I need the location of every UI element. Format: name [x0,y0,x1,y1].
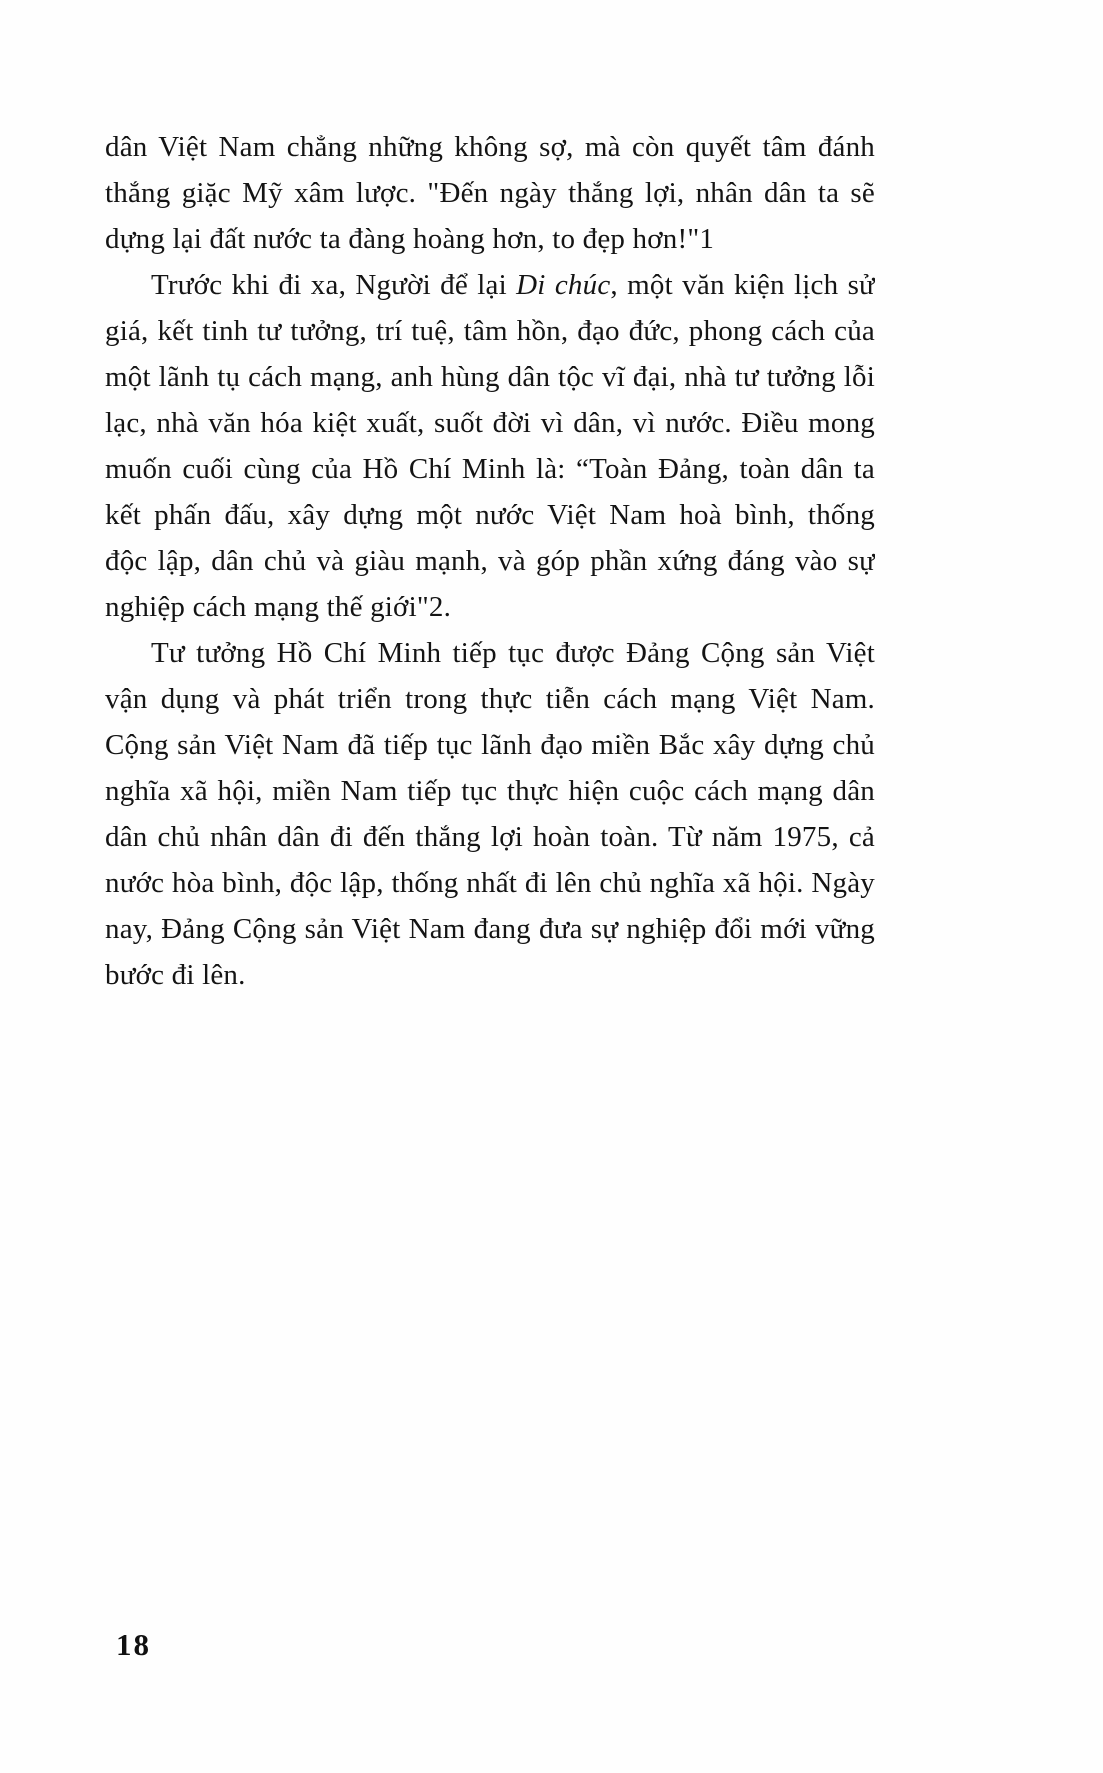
text-segment: độc lập, dân chủ và giàu mạnh, và góp phần xứng đáng vào sự [105,545,875,577]
text-segment: lạc, nhà văn hóa kiệt xuất, suốt đời vì dân, vì nước. Điều mong [105,407,875,439]
text-segment: vận dụng và phát triển trong thực tiễn cách mạng Việt Nam. [105,683,875,715]
text-line [105,170,875,216]
text-segment: nước hòa bình, độc lập, thống nhất đi lên chủ nghĩa xã hội. Ngày [105,867,875,899]
text-line [105,952,875,998]
text-line [105,262,875,308]
text-line [105,446,875,492]
text-line [105,216,875,262]
text-line [105,722,875,768]
text-segment: giá, kết tinh tư tưởng, trí tuệ, tâm hồn, đạo đức, phong cách của [105,315,875,347]
text-line [105,906,875,952]
text-segment: nghĩa xã hội, miền Nam tiếp tục thực hiện cuộc cách mạng dân [105,775,875,807]
text-segment: dựng lại đất nước ta đàng hoàng hơn, to đẹp hơn!"1 [105,223,715,255]
text-segment: nghiệp cách mạng thế giới"2. [105,591,452,623]
text-segment: Tư tưởng Hồ Chí Minh tiếp tục được Đảng Cộng sản Việt [151,637,875,669]
text-segment: thắng giặc Mỹ xâm lược. "Đến ngày thắng lợi, nhân dân ta sẽ [105,177,875,209]
text-line [105,630,875,676]
text-segment: dân Việt Nam chẳng những không sợ, mà còn quyết tâm đánh [105,131,875,163]
text-segment: muốn cuối cùng của Hồ Chí Minh là: “Toàn Đảng, toàn dân ta [105,453,875,485]
text-line [105,308,875,354]
text-line [105,124,875,170]
text-line [105,768,875,814]
text-segment: kết phấn đấu, xây dựng một nước Việt Nam hoà bình, thống [105,499,875,531]
text-line [105,676,875,722]
text-segment: dân chủ nhân dân đi đến thắng lợi hoàn toàn. Từ năm 1975, cả [105,821,875,853]
text-segment: bước đi lên. [105,959,246,991]
text-segment: Trước khi đi xa, Người để lại [151,269,517,301]
text-segment: Cộng sản Việt Nam đã tiếp tục lãnh đạo miền Bắc xây dựng chủ [105,729,875,761]
text-line [105,538,875,584]
text-line [105,814,875,860]
text-line [105,354,875,400]
text-segment: một lãnh tụ cách mạng, anh hùng dân tộc vĩ đại, nhà tư tưởng lỗi [105,361,875,393]
page-number: 18 [116,1627,151,1662]
text-segment: , một văn kiện lịch sử [610,269,875,301]
text-line [105,400,875,446]
text-segment: nay, Đảng Cộng sản Việt Nam đang đưa sự nghiệp đổi mới vững [105,913,875,945]
italic-text-segment: Di chúc [516,269,611,301]
text-line [105,584,875,630]
text-block [105,124,875,998]
text-line [105,860,875,906]
text-line [105,492,875,538]
